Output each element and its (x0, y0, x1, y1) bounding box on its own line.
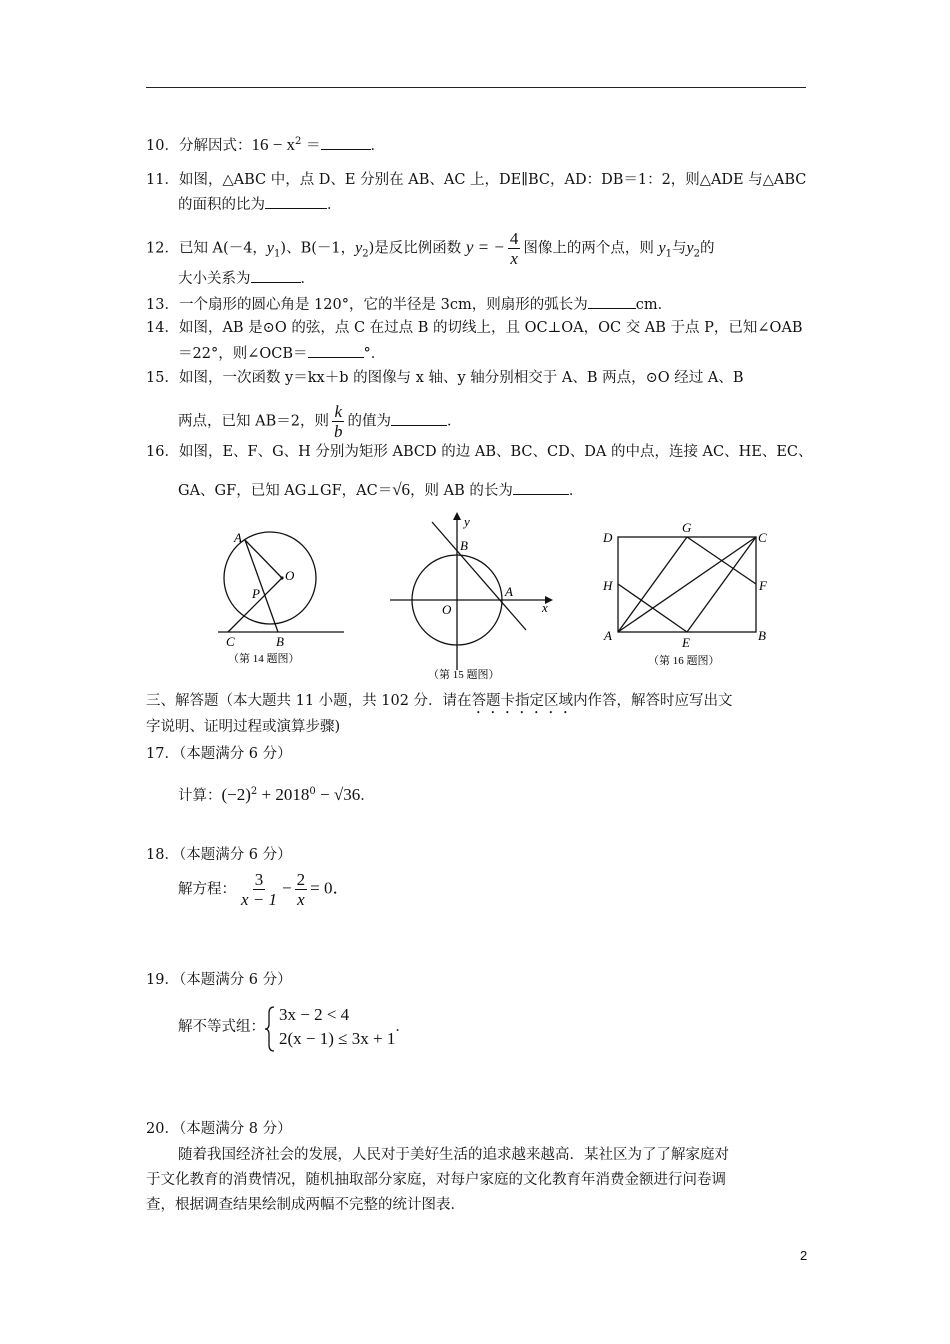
question-20-header: 20．（本题满分 8 分） (146, 1121, 292, 1137)
question-11-line2: 的面积的比为 ． (178, 194, 342, 215)
fig14-caption: （第 14 题图） (228, 653, 300, 665)
answer-blank (308, 343, 364, 358)
fig14-label-C: C (226, 634, 235, 649)
inequality-system: 3x − 2 < 4 2(x − 1) ≤ 3x + 1 (267, 1003, 395, 1051)
question-10: 10．分解因式：$16 - x^2$ ＝ ． (146, 134, 386, 154)
question-20-p1: 随着我国经济社会的发展，人民对于美好生活的追求越来越高．某社区为了了解家庭对 (178, 1147, 729, 1163)
figure-14 (218, 522, 348, 672)
section-3-line2: 字说明、证明过程或演算步骤) (146, 719, 341, 735)
fig14-label-P: P (252, 586, 260, 601)
fig15-label-x: x (542, 600, 548, 615)
answer-blank (588, 294, 636, 309)
fig15-label-B: B (460, 538, 468, 553)
question-11-line1: 11．如图，△ABC 中，点 D、E 分别在 AB、AC 上，DE∥BC，AD：DB＝1：2，则△ADE 与△ABC (146, 172, 807, 188)
answer-blank (391, 411, 447, 426)
brace-icon (265, 1006, 275, 1052)
fig15-y-arrow (453, 512, 461, 520)
fig14-label-A: A (234, 530, 242, 545)
header-rule (146, 87, 806, 88)
fig16-caption: （第 16 题图） (648, 655, 720, 667)
answer-blank (513, 480, 569, 495)
question-18-header: 18．（本题满分 6 分） (146, 847, 292, 863)
question-19-body: 解不等式组： 3x − 2 < 4 2(x − 1) ≤ 3x + 1 ． (178, 1003, 410, 1051)
fig16-label-H: H (603, 578, 613, 593)
figure-15 (390, 510, 560, 685)
question-17-header: 17．（本题满分 6 分） (146, 746, 292, 762)
question-20-p2: 于文化教育的消费情况，随机抽取部分家庭，对每户家庭的文化教育年消费金额进行问卷调 (146, 1172, 726, 1188)
question-15-line1: 15．如图，一次函数 y＝kx＋b 的图像与 x 轴、y 轴分别相交于 A、B 两点，⊙O 经过 A、B (146, 370, 744, 386)
fig14-center-dot (280, 576, 283, 579)
answer-blank (251, 268, 301, 283)
fig15-label-O: O (442, 602, 452, 617)
question-16-line1: 16．如图，E、F、G、H 分别为矩形 ABCD 的边 AB、BC、CD、DA 的中点，连接 AC、HE、EC、 (146, 444, 813, 460)
answer-blank (321, 135, 371, 150)
question-12-line1: 12．已知 A(－4，$y_1$)、B(－1，$y_2$)是反比例函数 y = − $\frac{4}{x}$ 图像上的两个点，则 $y_1$与$y_2$的 (146, 229, 715, 268)
fig16-GA (618, 537, 687, 632)
fig16-AC (618, 537, 756, 632)
fig16-label-C: C (758, 530, 767, 545)
fig16-label-D: D (603, 530, 613, 545)
question-20-p3: 查，根据调查结果绘制成两幅不完整的统计图表． (146, 1197, 465, 1213)
question-13: 13．一个扇形的圆心角是 120°，它的半径是 3cm，则扇形的弧长为 cm． (146, 294, 672, 315)
fig15-label-y: y (464, 514, 470, 529)
section-3-line1: 三、解答题（本大题共 11 小题，共 102 分．请在答题卡指定区域内作答，解答时应写出文 (146, 693, 733, 709)
fig15-caption: （第 15 题图） (428, 669, 500, 681)
answer-blank (265, 194, 327, 209)
question-12-line2: 大小关系为 ． (178, 268, 315, 289)
fig16-label-E: E (682, 635, 690, 650)
question-18-body: 解方程： $\frac{3}{x - 1}$ − $\frac{2}{x}$ = 0． (178, 870, 350, 909)
question-14-line2: ＝22°，则∠OCB＝ °． (178, 343, 385, 364)
question-16-line2: GA、GF，已知 AG⊥GF，AC＝√6，则 AB 的长为 ． (178, 480, 584, 499)
fig16-label-G: G (682, 520, 692, 535)
fig14-chord-AB (245, 540, 278, 632)
question-17-body: 计算：$(-2)^2 + 2018^0 - √36$． (178, 784, 375, 804)
question-19-header: 19．（本题满分 6 分） (146, 972, 292, 988)
question-14-line1: 14．如图，AB 是⊙O 的弦，点 C 在过点 B 的切线上，且 OC⊥OA，OC 交 AB 于点 P，已知∠OAB (146, 320, 803, 336)
fig16-label-A: A (604, 628, 612, 643)
fig15-label-A: A (505, 584, 513, 599)
fig16-label-B: B (758, 628, 766, 643)
fig14-label-O: O (285, 568, 295, 583)
fig16-EC (687, 537, 756, 632)
fig16-label-F: F (759, 578, 767, 593)
page-number: 2 (800, 1248, 808, 1263)
figure-16 (598, 520, 778, 670)
fig14-label-B: B (276, 634, 284, 649)
question-15-line2: 两点，已知 AB＝2，则 $\frac{k}{b}$ 的值为 ． (178, 402, 462, 441)
fig14-OA (245, 540, 282, 578)
